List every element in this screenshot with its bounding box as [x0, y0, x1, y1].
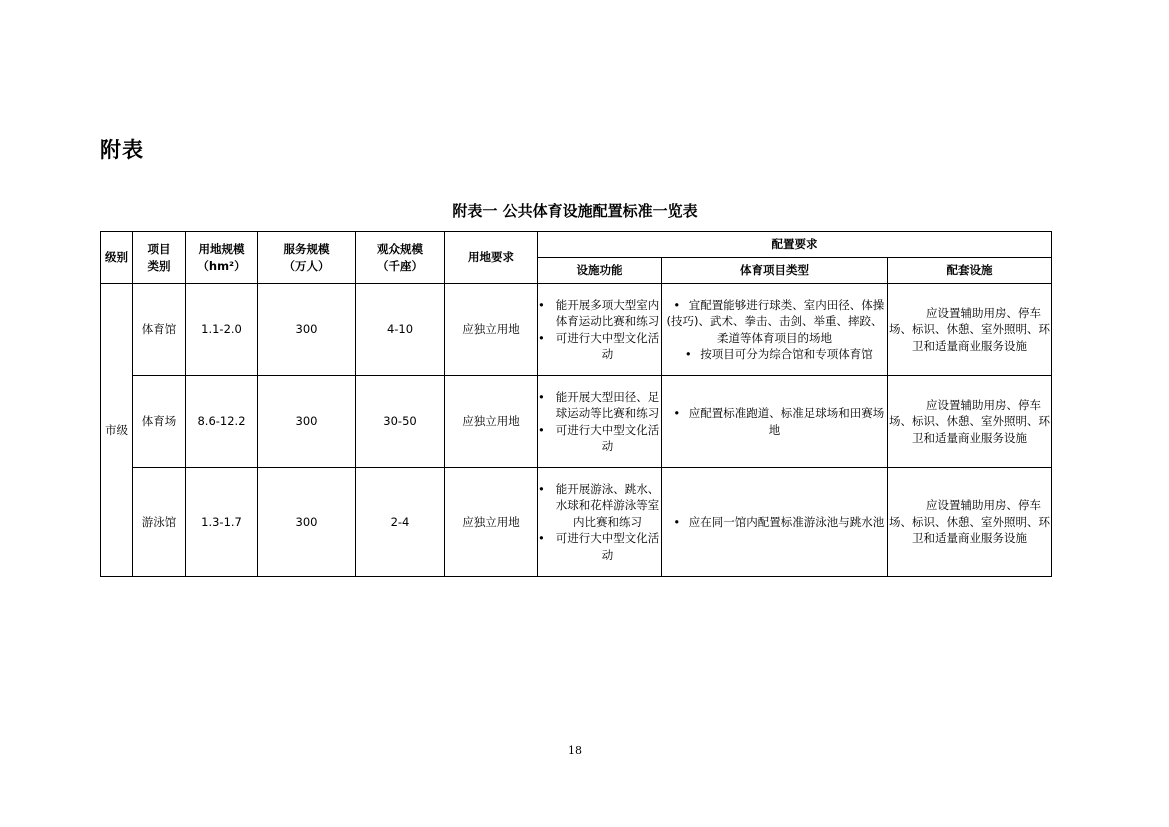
header-land-requirement: 用地要求 — [445, 232, 538, 284]
sport-item: • 应配置标准跑道、标准足球场和田赛场地 — [673, 406, 885, 437]
header-item-line1: 项目 — [147, 242, 171, 256]
header-row — [101, 232, 1052, 258]
supporting-cell: 应设置辅助用房、停车场、标识、休憩、室外照明、环卫和适量商业服务设施 — [888, 376, 1052, 468]
supporting-cell: 应设置辅助用房、停车场、标识、休憩、室外照明、环卫和适量商业服务设施 — [888, 468, 1052, 577]
function-cell — [538, 376, 662, 468]
land-scale-value: 8.6-12.2 — [186, 376, 258, 468]
audience-scale-value: 4-10 — [356, 284, 445, 376]
function-item: • 可进行大中型文化活动 — [538, 330, 661, 363]
service-scale-value: 300 — [258, 284, 356, 376]
header-land-line2: （hm²） — [197, 258, 246, 273]
service-scale-value: 300 — [258, 376, 356, 468]
function-item: • 可进行大中型文化活动 — [538, 530, 661, 563]
sport-item: • 应在同一馆内配置标准游泳池与跳水池 — [673, 514, 885, 529]
appendix-heading: 附表 — [100, 138, 144, 162]
land-requirement-value: 应独立用地 — [445, 376, 538, 468]
page-number: 18 — [568, 744, 582, 757]
function-cell — [538, 468, 662, 577]
sport-item: • 宜配置能够进行球类、室内田径、体操(技巧)、武术、拳击、击剑、举重、摔跤、柔道等体育项目的场地 — [666, 297, 885, 345]
header-audience-line2: （千座） — [377, 258, 423, 273]
header-land-scale — [186, 232, 258, 284]
facility-standard-table — [100, 231, 1052, 577]
header-audience-line1: 观众规模 — [377, 242, 423, 256]
land-scale-value: 1.3-1.7 — [186, 468, 258, 577]
header-function: 设施功能 — [538, 258, 662, 284]
header-supporting: 配套设施 — [888, 258, 1052, 284]
function-item: • 能开展游泳、跳水、水球和花样游泳等室内比赛和练习 — [538, 481, 661, 531]
sport-item: • 按项目可分为综合馆和专项体育馆 — [684, 347, 873, 361]
item-name: 体育场 — [133, 376, 186, 468]
table-row — [101, 284, 1052, 376]
land-requirement-value: 应独立用地 — [445, 468, 538, 577]
sport-type-cell — [662, 376, 888, 468]
header-item-line2: 类别 — [147, 258, 171, 273]
level-cell: 市级 — [101, 284, 133, 577]
table-row — [101, 468, 1052, 577]
function-cell — [538, 284, 662, 376]
header-level: 级别 — [101, 232, 133, 284]
header-land-line1: 用地规模 — [198, 242, 245, 256]
land-scale-value: 1.1-2.0 — [186, 284, 258, 376]
audience-scale-value: 30-50 — [356, 376, 445, 468]
table-row — [101, 376, 1052, 468]
header-item-category — [133, 232, 186, 284]
item-name: 游泳馆 — [133, 468, 186, 577]
function-item: • 可进行大中型文化活动 — [538, 422, 661, 455]
header-service-line2: （万人） — [283, 258, 330, 273]
supporting-cell: 应设置辅助用房、停车场、标识、休憩、室外照明、环卫和适量商业服务设施 — [888, 284, 1052, 376]
function-item: • 能开展大型田径、足球运动等比赛和练习 — [538, 389, 661, 422]
header-service-line1: 服务规模 — [283, 242, 330, 256]
header-audience-scale — [356, 232, 445, 284]
item-name: 体育馆 — [133, 284, 186, 376]
sport-type-cell — [662, 468, 888, 577]
sport-type-cell — [662, 284, 888, 376]
audience-scale-value: 2-4 — [356, 468, 445, 577]
table-title: 附表一 公共体育设施配置标准一览表 — [452, 202, 698, 220]
land-requirement-value: 应独立用地 — [445, 284, 538, 376]
function-item: • 能开展多项大型室内体育运动比赛和练习 — [538, 297, 661, 330]
header-config-requirement: 配置要求 — [538, 232, 1052, 258]
header-service-scale — [258, 232, 356, 284]
header-sport-type: 体育项目类型 — [662, 258, 888, 284]
service-scale-value: 300 — [258, 468, 356, 577]
